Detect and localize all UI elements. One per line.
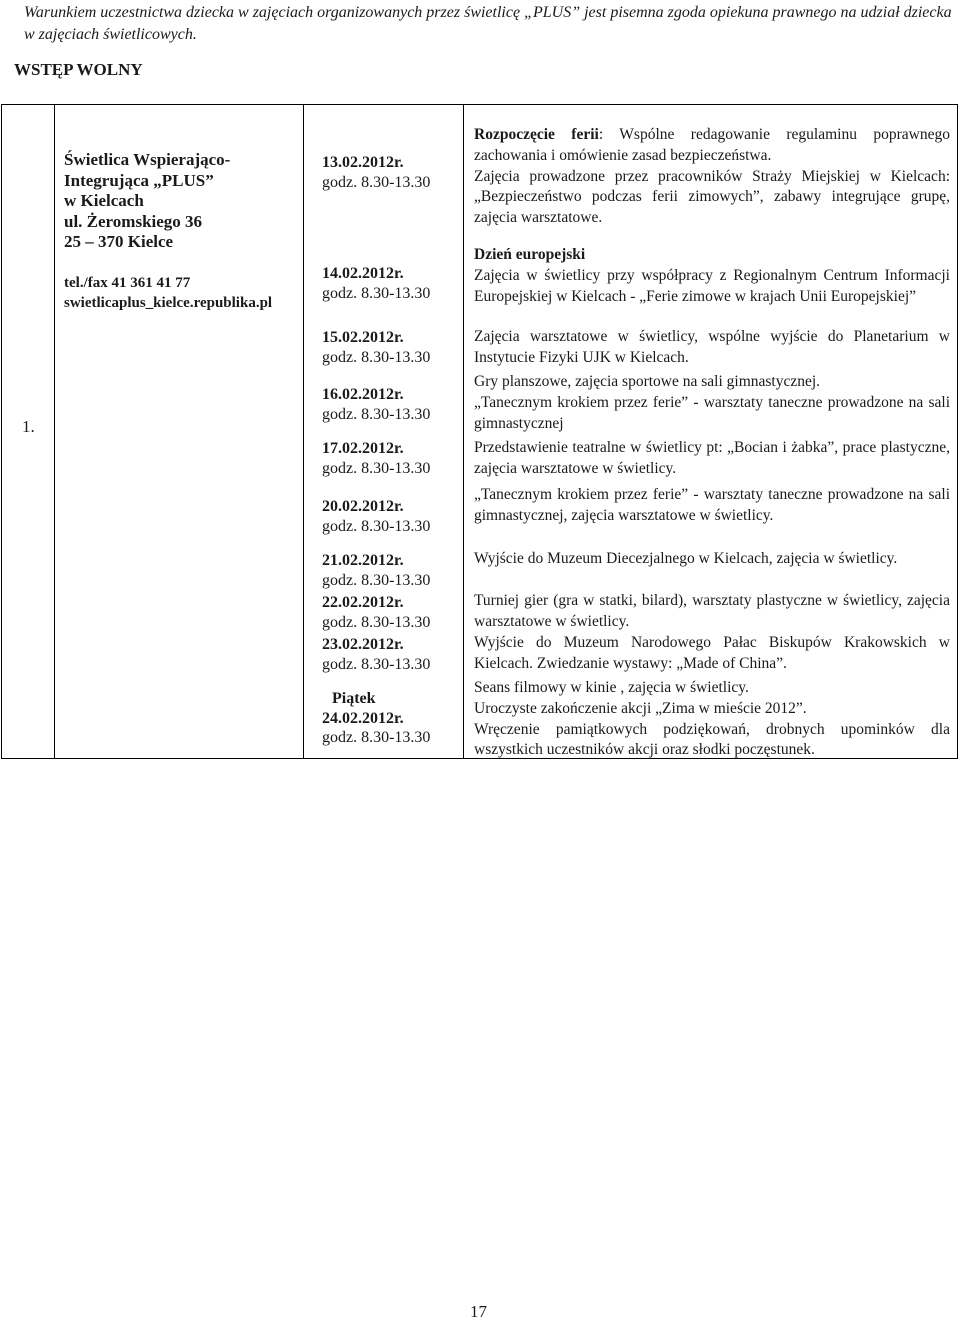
activity-text: „Tanecznym krokiem przez ferie” - warsztaty taneczne prowadzone na sali gimnastycznej (474, 393, 950, 432)
date-entry (322, 689, 462, 748)
date-entry (322, 497, 462, 536)
date-entry (322, 593, 462, 632)
activity-entry (474, 678, 950, 761)
hours-text: godz. 8.30-13.30 (322, 348, 431, 366)
date-text: 15.02.2012r. (322, 329, 404, 346)
activity-text: Zajęcia warsztatowe w świetlicy, wspólne wyjście do Planetarium w Instytucie Fizyki UJK w Kielcach. (474, 328, 950, 366)
institution-city: w Kielcach (64, 191, 144, 210)
section-heading: WSTĘP WOLNY (14, 60, 143, 79)
activity-text: Przedstawienie teatralne w świetlicy pt: „Bocian i żabka”, prace plastyczne, zajęcia warsztatowe w świetlicy. (474, 439, 950, 477)
date-text: 17.02.2012r. (322, 440, 404, 457)
row-number: 1. (22, 417, 35, 436)
hours-text: godz. 8.30-13.30 (322, 613, 431, 631)
activity-text: Turniej gier (gra w statki, bilard), warsztaty plastyczne w świetlicy, zajęcia warsztatowe w świetlicy. (474, 592, 950, 630)
activity-text: Zajęcia w świetlicy przy współpracy z Regionalnym Centrum Informacji Europejskiej w Kielcach - „Ferie zimowe w krajach Unii Europejskiej” (474, 266, 950, 305)
date-text: 22.02.2012r. (322, 594, 404, 611)
institution-postal: 25 – 370 Kielce (64, 232, 174, 251)
hours-text: godz. 8.30-13.30 (322, 571, 431, 589)
schedule-table (1, 104, 958, 759)
activity-entry (474, 245, 950, 307)
column-divider (54, 105, 55, 758)
activity-text: Wyjście do Muzeum Diecezjalnego w Kielcach, zajęcia w świetlicy. (474, 550, 898, 567)
activity-text: Uroczyste zakończenie akcji „Zima w mieście 2012”. (474, 699, 807, 717)
activity-entry (474, 372, 950, 434)
activity-text: Seans filmowy w kinie , zajęcia w świetlicy. (474, 679, 749, 696)
hours-text: godz. 8.30-13.30 (322, 729, 431, 746)
activity-entry (474, 485, 950, 527)
activity-text: Gry planszowe, zajęcia sportowe na sali gimnastycznej. (474, 373, 821, 390)
institution-street: ul. Żeromskiego 36 (64, 211, 203, 231)
activity-entry (474, 125, 950, 229)
activity-text: Wyjście do Muzeum Narodowego Pałac Biskupów Krakowskich w Kielcach. Zwiedzanie wystawy: „Made of China”. (474, 634, 950, 672)
activity-entry (474, 438, 950, 480)
date-text: 13.02.2012r. (322, 154, 404, 171)
institution-name: Świetlica Wspierająco-Integrująca „PLUS” (64, 150, 231, 190)
activity-entry (474, 327, 950, 369)
activity-text: : Wspólne redagowanie regulaminu poprawnego zachowania i omówienie zasad bezpieczeństwa. (474, 126, 950, 164)
activity-entry (474, 633, 950, 675)
activity-lead: Dzień europejski (474, 246, 586, 263)
date-entry (322, 551, 462, 590)
activity-text: Wręczenie pamiątkowych podziękowań, drobnych upominków dla wszystkich uczestników akcji oraz słodki poczęstunek. (474, 720, 950, 759)
intro-note: Warunkiem uczestnictwa dziecka w zajęciach organizowanych przez świetlicę „PLUS” jest pisemna zgoda opiekuna prawnego na udział dziecka w zajęciach świetlicowych. (24, 4, 952, 43)
activity-entry (474, 591, 950, 633)
page-number: 17 (470, 1302, 487, 1321)
institution-cell (64, 150, 289, 313)
hours-text: godz. 8.30-13.30 (322, 655, 431, 673)
day-text: Piątek (332, 690, 376, 707)
hours-text: godz. 8.30-13.30 (322, 405, 431, 423)
date-entry (322, 439, 462, 478)
date-text: 20.02.2012r. (322, 498, 404, 515)
column-divider (463, 105, 464, 758)
date-text: 21.02.2012r. (322, 552, 404, 569)
hours-text: godz. 8.30-13.30 (322, 173, 431, 191)
date-text: 23.02.2012r. (322, 636, 404, 653)
institution-email: swietlicaplus_kielce.republika.pl (64, 294, 273, 311)
date-entry (322, 328, 462, 367)
date-entry (322, 264, 462, 303)
date-text: 16.02.2012r. (322, 386, 404, 403)
activity-text: „Tanecznym krokiem przez ferie” - warsztaty taneczne prowadzone na sali gimnastycznej, zajęcia warsztatowe w świetlicy. (474, 486, 950, 524)
activity-text: Zajęcia prowadzone przez pracowników Straży Miejskiej w Kielcach: „Bezpieczeństwo podczas ferii zimowych”, zabawy integrujące grupę, zajęcia warsztatowe. (474, 167, 950, 227)
activity-entry (474, 549, 950, 570)
institution-phone: tel./fax 41 361 41 77 (64, 274, 191, 291)
date-text: 14.02.2012r. (322, 265, 404, 282)
column-divider (303, 105, 304, 758)
date-entry (322, 635, 462, 674)
date-entry (322, 153, 462, 192)
hours-text: godz. 8.30-13.30 (322, 459, 431, 477)
hours-text: godz. 8.30-13.30 (322, 517, 431, 535)
hours-text: godz. 8.30-13.30 (322, 284, 431, 302)
date-entry (322, 385, 462, 424)
activity-lead: Rozpoczęcie ferii (474, 126, 599, 143)
date-text: 24.02.2012r. (322, 709, 404, 727)
